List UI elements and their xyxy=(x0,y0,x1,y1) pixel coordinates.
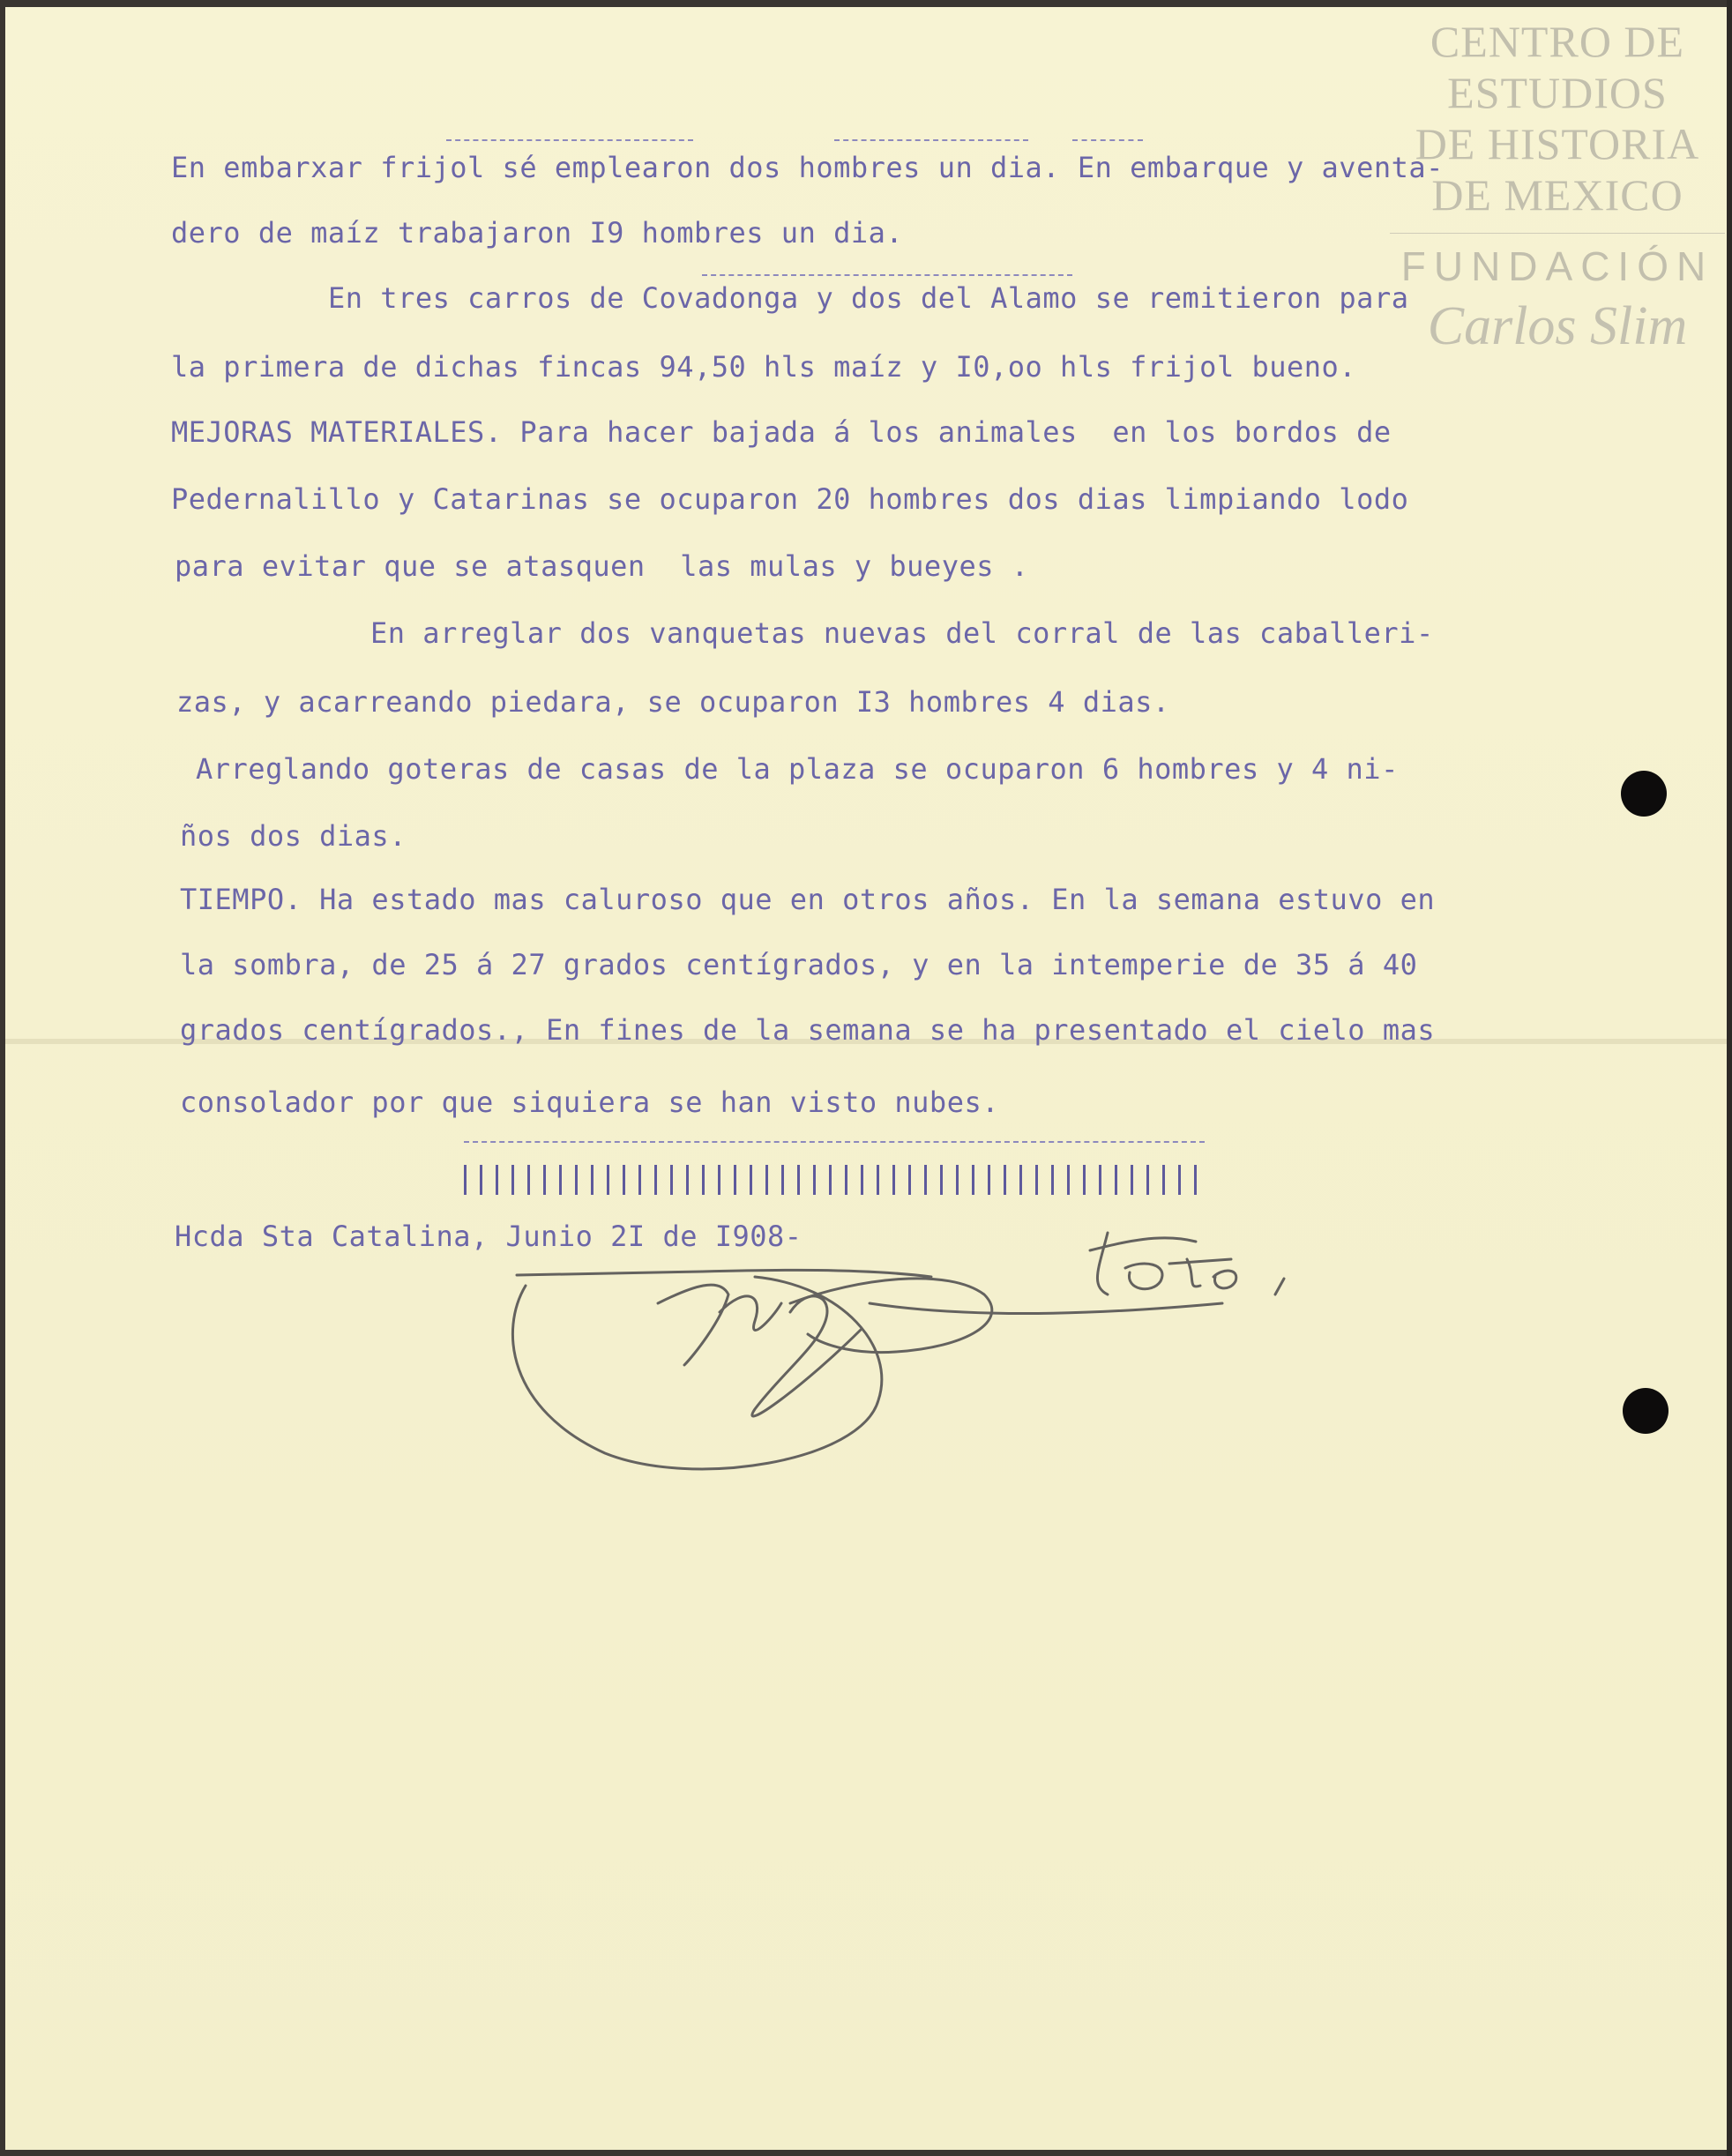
text-line: En embarxar frijol sé emplearon dos hombres un dia. En embarque y aventa- xyxy=(171,151,1444,184)
text-line: ños dos dias. xyxy=(180,819,407,853)
text-line: consolador por que siquiera se han visto nubes. xyxy=(180,1085,999,1119)
archive-watermark xyxy=(1390,16,1725,357)
punch-hole xyxy=(1621,771,1667,817)
text-line: MEJORAS MATERIALES. Para hacer bajada á los animales en los bordos de xyxy=(171,415,1392,449)
text-line: para evitar que se atasquen las mulas y bueyes . xyxy=(175,549,1029,583)
text-line: la primera de dichas fincas 94,50 hls maíz y I0,oo hls frijol bueno. xyxy=(171,350,1357,384)
text-line: Arreglando goteras de casas de la plaza se ocuparon 6 hombres y 4 ni- xyxy=(196,752,1399,786)
text-line: la sombra, de 25 á 27 grados centígrados, y en la intemperie de 35 á 40 xyxy=(180,948,1418,981)
separator-line xyxy=(464,1141,1205,1143)
watermark-name: Carlos Slim xyxy=(1427,296,1688,356)
document-page xyxy=(5,7,1727,2150)
text-line: En arreglar dos vanquetas nuevas del corral de las caballeri- xyxy=(370,616,1434,650)
handwritten-signature xyxy=(490,1180,1390,1480)
watermark-line: DE MEXICO xyxy=(1431,170,1683,220)
watermark-line: DE HISTORIA xyxy=(1415,119,1700,168)
text-line: dero de maíz trabajaron I9 hombres un dia. xyxy=(171,216,904,250)
separator-line xyxy=(834,139,1028,141)
text-line: TIEMPO. Ha estado mas caluroso que en otros años. En la semana estuvo en xyxy=(180,883,1436,916)
scan-border xyxy=(1727,0,1732,2156)
separator-line xyxy=(702,274,1072,276)
text-line: grados centígrados., En fines de la semana se ha presentado el cielo mas xyxy=(180,1013,1436,1047)
text-line: zas, y acarreando piedara, se ocuparon I3 hombres 4 dias. xyxy=(176,685,1170,719)
separator-line xyxy=(1072,139,1143,141)
separator-line xyxy=(446,139,693,141)
punch-hole xyxy=(1623,1388,1669,1434)
watermark-divider xyxy=(1390,233,1725,234)
text-line: En tres carros de Covadonga y dos del Alamo se remitieron para xyxy=(328,281,1409,315)
watermark-line: CENTRO DE xyxy=(1430,17,1685,66)
date-line: Hcda Sta Catalina, Junio 2I de I908- xyxy=(175,1220,803,1253)
text-line: Pedernalillo y Catarinas se ocuparon 20 hombres dos dias limpiando lodo xyxy=(171,482,1409,516)
watermark-foundation: FUNDACIÓN xyxy=(1400,243,1714,289)
watermark-line: ESTUDIOS xyxy=(1447,68,1668,117)
